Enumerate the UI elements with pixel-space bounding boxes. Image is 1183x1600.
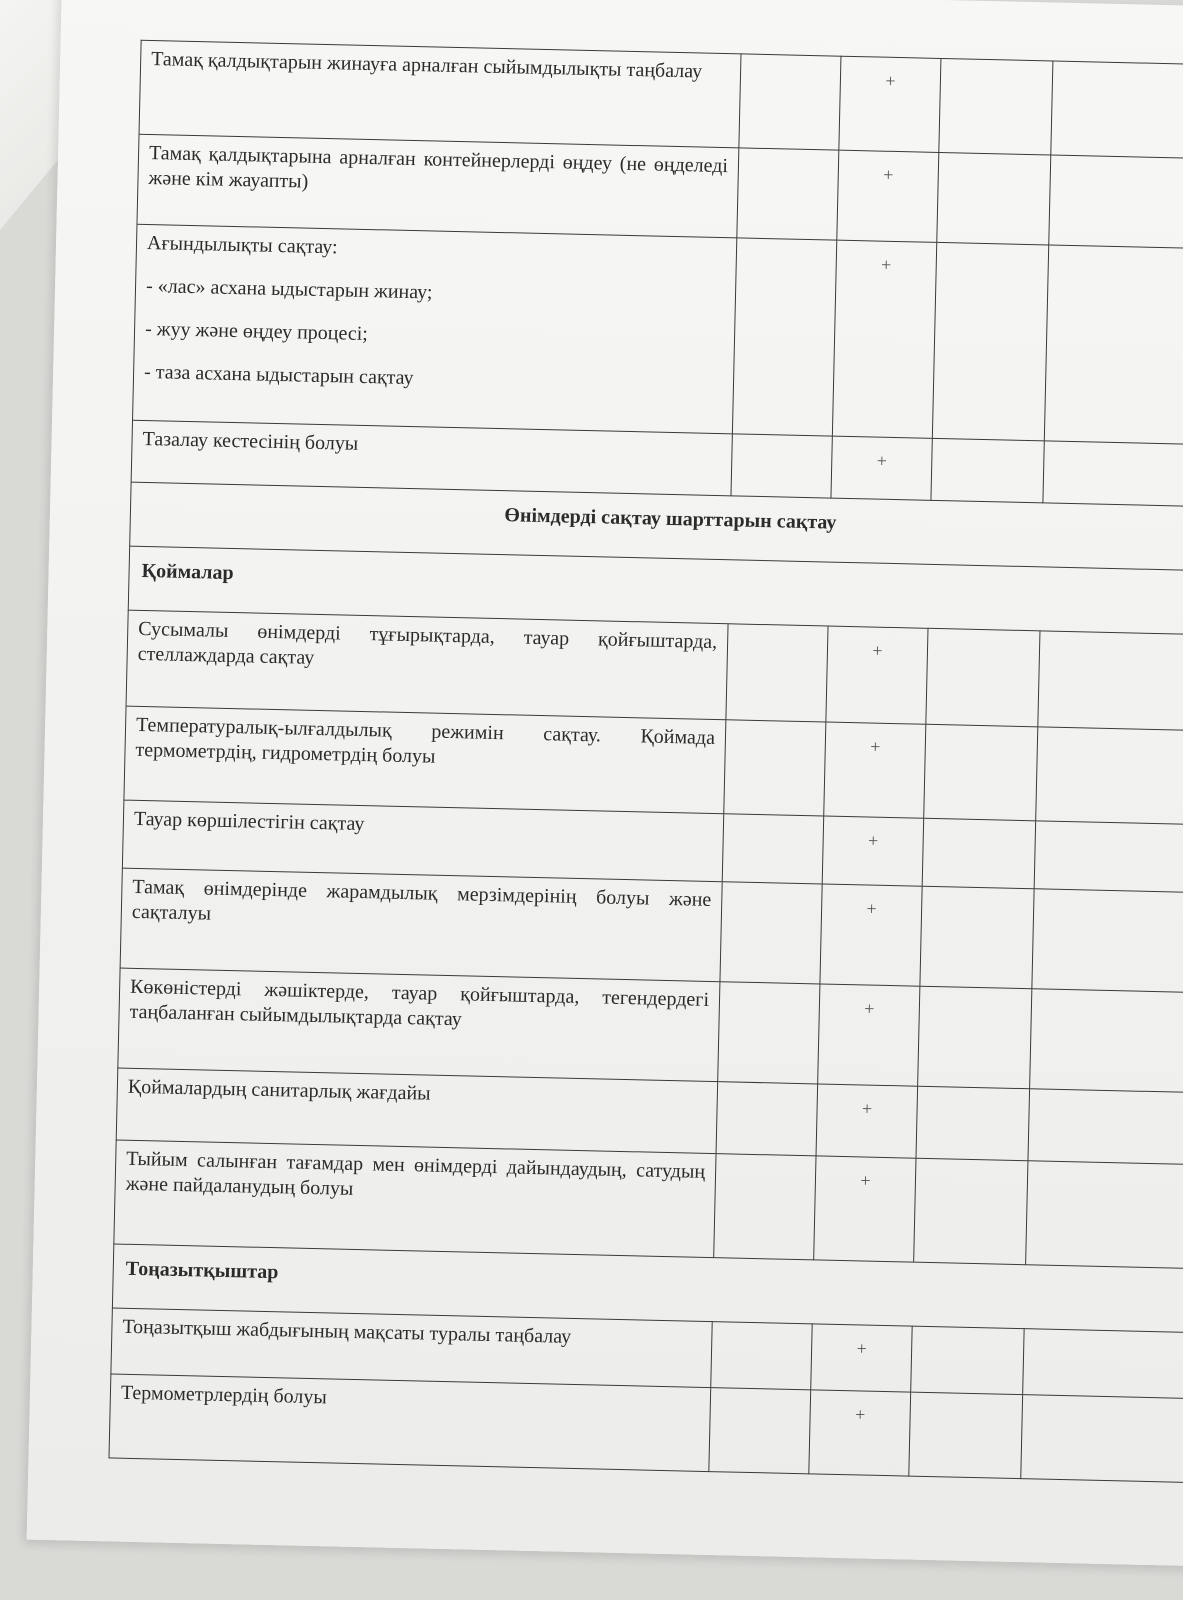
cell-blank: [1036, 727, 1183, 825]
group-title-storage: Қоймалар: [128, 546, 1183, 634]
cell-blank: [716, 1082, 818, 1156]
cell-blank: [931, 438, 1044, 503]
row-description: Температуралық-ылғалдылық режимін сақтау. Қоймада термометрдің, гидрометрдің болуы: [124, 706, 726, 814]
row-description: Тамақ өнімдерінде жарамдылық мерзімдерінің болуы және сақталуы: [120, 868, 722, 982]
check-mark: +: [832, 240, 936, 438]
row-description: Тазалау кестесінің болуы: [131, 420, 732, 496]
cell-blank: [926, 628, 1040, 727]
cell-blank: [1038, 631, 1183, 731]
cell-blank: [918, 986, 1032, 1089]
cell-blank: [1043, 441, 1183, 507]
check-mark: +: [820, 884, 922, 986]
cell-blank: [916, 1086, 1030, 1161]
cell-blank: [1021, 1395, 1183, 1483]
cell-blank: [737, 148, 839, 240]
cell-blank: [1030, 989, 1183, 1093]
check-mark: +: [837, 150, 939, 242]
check-mark: +: [839, 56, 941, 152]
row-description: Тоңазытқыш жабдығының мақсаты туралы таңбалау: [111, 1308, 712, 1388]
row-description: Термометрлердің болуы: [109, 1374, 711, 1472]
check-mark: +: [811, 1324, 912, 1392]
section-heading: Өнімдерді сақтау шарттарын сақтау: [130, 482, 1183, 570]
cell-blank: [731, 434, 832, 498]
cell-blank: [1032, 889, 1183, 993]
row-description: Қоймалардың санитарлық жағдайы: [116, 1068, 717, 1154]
cell-blank: [939, 58, 1053, 155]
cell-blank: [724, 720, 826, 816]
row-description: Тамақ қалдықтарын жинауға арналған сыйымдылықты таңбалау: [139, 40, 741, 148]
cell-blank: [932, 242, 1048, 440]
cell-blank: [1026, 1161, 1183, 1269]
checklist-table: [108, 40, 1183, 1483]
cell-blank: [922, 818, 1036, 889]
cell-blank: [722, 814, 824, 884]
cell-blank: [909, 1392, 1023, 1479]
cell-blank: [1034, 821, 1183, 893]
flow-item: - «лас» асхана ыдыстарын жинау;: [145, 274, 433, 304]
document-sheet: [27, 0, 1183, 1566]
check-mark: +: [824, 722, 926, 818]
cell-blank: [1049, 155, 1183, 249]
cell-blank: [732, 238, 836, 436]
cell-blank: [709, 1388, 811, 1474]
check-mark: +: [822, 816, 924, 886]
group-title-fridges: Тоңазытқыштар: [112, 1244, 1183, 1332]
table-row: [133, 224, 1183, 444]
row-description: Тауар көршілестігін сақтау: [122, 800, 723, 882]
cell-blank: [714, 1154, 816, 1260]
check-mark: +: [814, 1156, 916, 1262]
flow-cell: [133, 224, 737, 434]
cell-blank: [937, 152, 1051, 245]
cell-blank: [920, 886, 1034, 989]
flow-item: - жуу және өңдеу процесі;: [144, 317, 369, 346]
cell-blank: [739, 54, 841, 150]
cell-blank: [1051, 61, 1183, 159]
cell-blank: [924, 724, 1038, 821]
cell-blank: [711, 1322, 812, 1390]
cell-blank: [914, 1158, 1028, 1265]
check-mark: +: [826, 626, 928, 724]
cell-blank: [718, 982, 820, 1084]
cell-blank: [1023, 1329, 1183, 1399]
cell-blank: [726, 624, 828, 722]
check-mark: +: [831, 436, 932, 500]
flow-title: Ағындылықты сақтау:: [146, 232, 338, 259]
row-description: Сусымалы өнімдерді тұғырықтарда, тауар қойғыштарда, стеллаждарда сақтау: [126, 610, 728, 720]
cell-blank: [720, 882, 822, 984]
cell-blank: [1044, 245, 1183, 445]
cell-blank: [911, 1326, 1024, 1395]
row-description: Тамақ қалдықтарына арналған контейнерлерді өңдеу (не өңделеді және кім жауапты): [137, 134, 739, 238]
check-mark: +: [818, 984, 920, 1086]
row-description: Көкөністерді жәшіктерде, тауар қойғыштарда, тегендердегі таңбаланған сыйымдылықтарда сақтау: [118, 968, 720, 1082]
check-mark: +: [816, 1084, 918, 1158]
cell-blank: [1028, 1089, 1183, 1165]
row-description: Тыйым салынған тағамдар мен өнімдерді дайындаудың, сатудың және пайдаланудың болуы: [114, 1140, 716, 1258]
flow-item: - таза асхана ыдыстарын сақтау: [143, 360, 414, 390]
check-mark: +: [809, 1390, 911, 1476]
